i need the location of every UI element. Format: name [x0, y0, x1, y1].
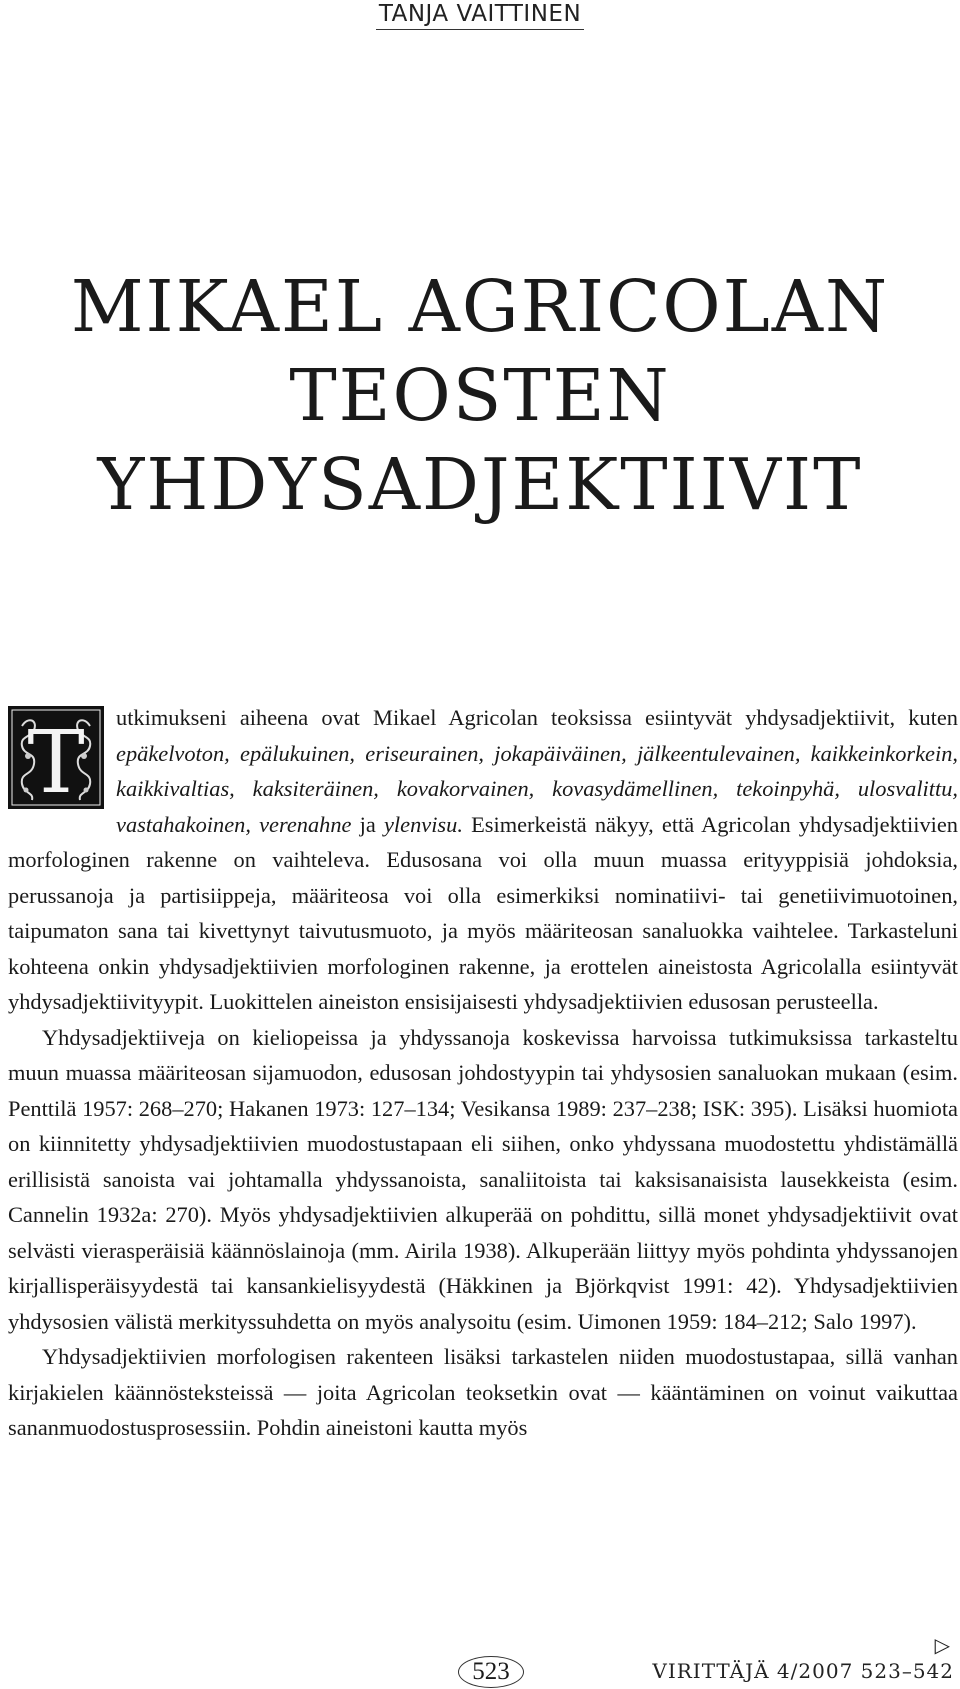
- paragraph-3: Yhdysadjektiivien morfologisen rakenteen lisäksi tarkastelen niiden muodostustapaa, sillä vanhan kirjakielen käännösteksteissä — joita Agricolan teoksetkin ovat — kääntäminen on voinut vaikuttaa sananmuodostusprosessiin. Pohdin aineistoni kautta myös: [8, 1344, 958, 1440]
- running-header-author: [0, 0, 960, 30]
- page-number: 523: [458, 1656, 524, 1688]
- ornamental-initial-graphic: [8, 706, 104, 809]
- title-line-1: MIKAEL AGRICOLAN: [70, 265, 890, 348]
- paragraph-1-examples: epäkelvoton, epälukuinen, eriseurainen, jokapäiväinen, jälkeentulevainen, kaikkeinkorkein, kaikkivaltias, kaksiteräinen, kovakorvainen, kovasydämellinen, tekoinpyhä, ulosvalittu, vastahakoinen, verenahne: [116, 740, 958, 837]
- title-line-2: TEOSTEN: [289, 354, 671, 437]
- paragraph-1: [8, 700, 958, 1020]
- paragraph-2: Yhdysadjektiiveja on kieliopeissa ja yhdyssanoja koskevissa harvoissa tutkimuksissa tarkasteltu muun muassa määriteosan sijamuodon, edusosan johdostyypin tai yhdysosien sanaluokan mukaan (esim. Penttilä 1957: 268–270; Hakanen 1973: 127–134; Vesikansa 1989: 237–238; ISK: 395). Lisäksi huomiota on kiinnitetty yhdysadjektiivien muodostustapaan eli siihen, onko yhdyssana muodostettu yhdistämällä erillisistä sanoista vai johtamalla yhdyssanoista, sanaliitoista tai kaksisanaisista lausekkeista (esim. Cannelin 1932a: 270). Myös yhdysadjektiivien alkuperää on pohdittu, sillä monet yhdysadjektiivit ovat selvästi vierasperäisiä käännöslainoja (mm. Airila 1938). Alkuperään liittyy myös pohdinta yhdyssanojen kirjallisperäisyydestä tai kansankielisyydestä (Häkkinen ja Björkqvist 1991: 42). Yhdysadjektiivien yhdysosien välistä merkityssuhdetta on myös analysoitu (esim. Uimonen 1959: 184–212; Salo 1997).: [8, 1024, 958, 1334]
- paragraph-1-last-example: ylenvisu.: [383, 811, 463, 837]
- paragraph-1-rest: Esimerkeistä näkyy, että Agricolan yhdysadjektiivien morfologinen rakenne on vaihteleva. Edusosana voi olla muun muassa erityyppisiä johdoksia, perussanoja ja partisiippeja, määriteosa voi olla esimerkiksi nominatiivi- tai genetiivimuotoinen, taipumaton sana tai kivettynyt taivutusmuoto, ja myös määriteosan sanaluokka vaihtelee. Tarkasteluni kohteena onkin yhdysadjektiivien morfologinen rakenne, ja erottelen aineistosta Agricolalla esiintyvät yhdysadjektiivityypit. Luokittelen aineiston ensisijaisesti yhdysadjektiivien edusosan perusteella.: [8, 811, 958, 1014]
- continue-arrow-icon: ▷: [934, 1633, 950, 1657]
- paragraph-1-joiner: ja: [351, 811, 384, 837]
- initial-letter: T: [27, 713, 85, 809]
- article-body: [8, 700, 958, 1446]
- journal-reference: VIRITTÄJÄ 4/2007 523–542: [652, 1659, 954, 1683]
- article-title: [0, 262, 960, 529]
- paragraph-1-start: utkimukseni aiheena ovat Mikael Agricolan teoksissa esiintyvät yhdysadjektiivit, kuten: [116, 705, 958, 730]
- title-line-3: YHDYSADJEKTIIVIT: [97, 443, 863, 526]
- ornamental-initial: [8, 706, 104, 809]
- author-name: TANJA VAITTINEN: [376, 0, 584, 30]
